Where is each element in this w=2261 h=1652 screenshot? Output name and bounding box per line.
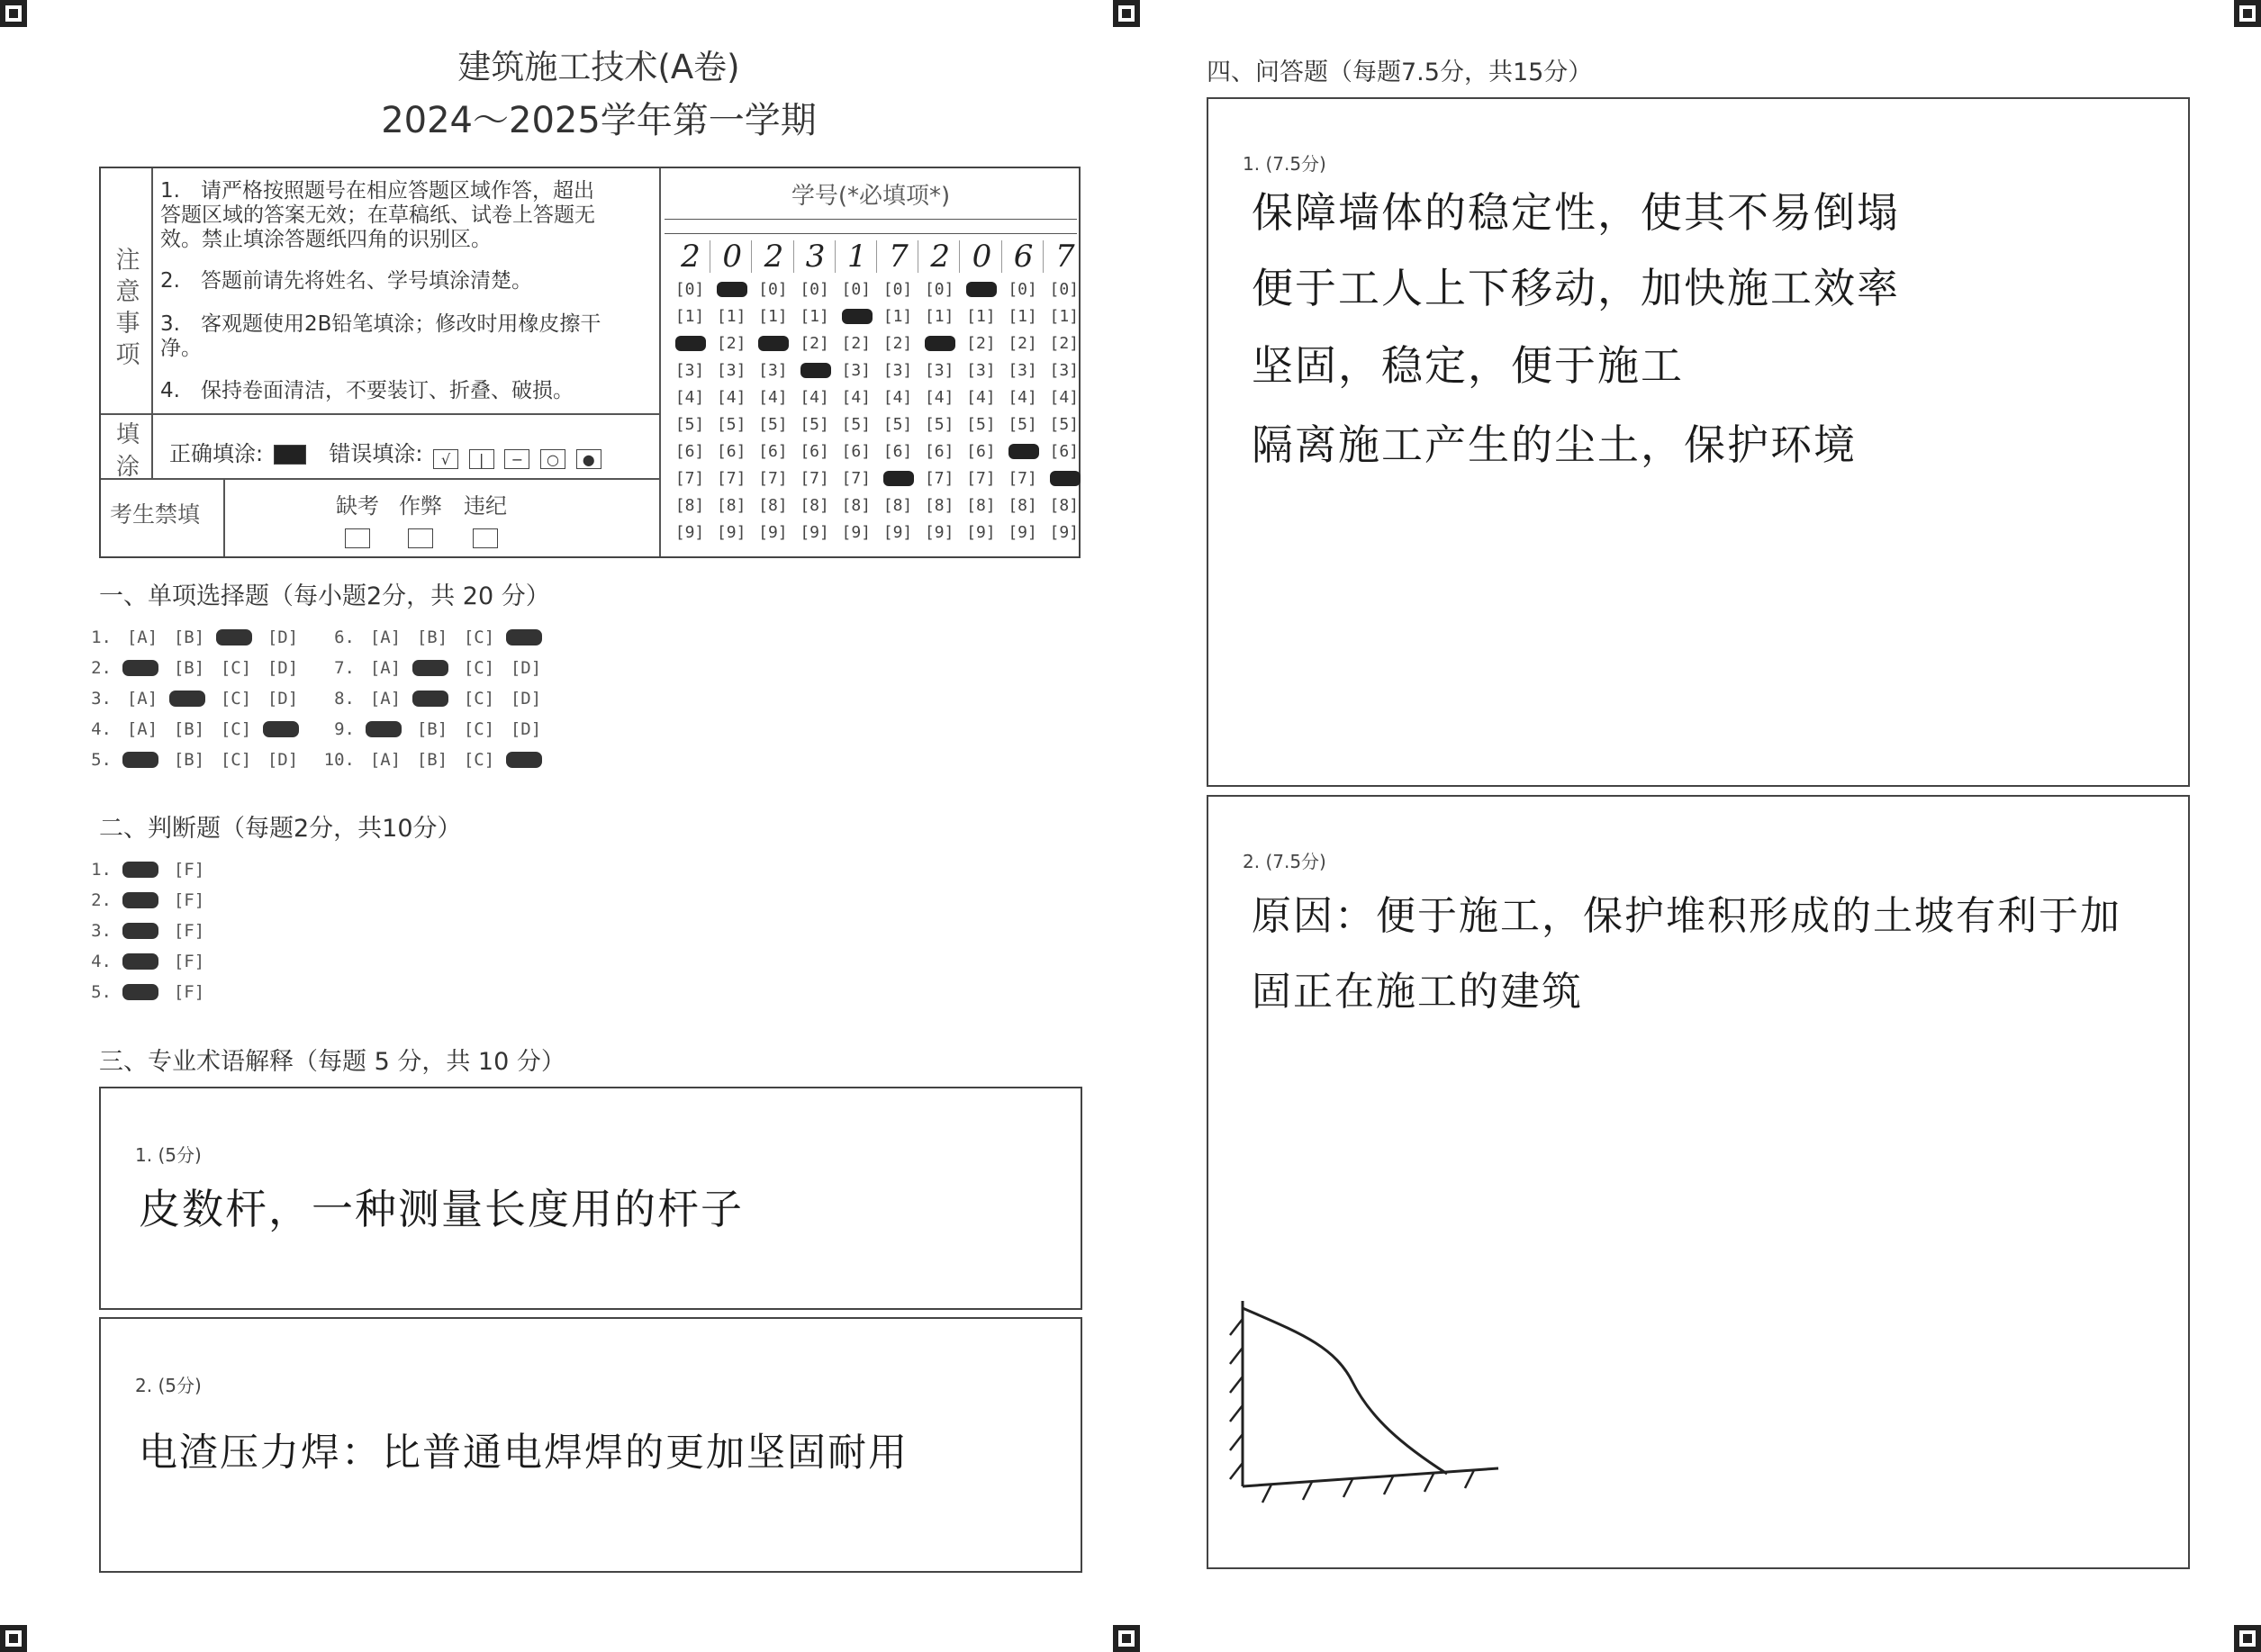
judge-option-bubble[interactable]: [119, 921, 166, 941]
choice-option-bubble[interactable]: [166, 689, 213, 709]
choice-option-bubble[interactable]: [D]: [267, 627, 299, 647]
choice-option-bubble[interactable]: [C]: [463, 658, 495, 678]
notice-item-1: 1. 请严格按照题号在相应答题区域作答，超出答题区域的答案无效；在草稿纸、试卷上答题无效。禁止填涂答题纸四角的识别区。: [160, 179, 595, 251]
student-id-bubble[interactable]: [1]: [966, 307, 996, 326]
section2-title: 二、判断题（每题2分，共10分）: [99, 815, 462, 843]
corner-marker-top-left: [0, 0, 27, 27]
student-id-digit: 2: [764, 239, 784, 275]
student-id-bubble[interactable]: [5]: [966, 415, 996, 434]
student-id-bubble[interactable]: [3]: [966, 361, 996, 380]
choice-option-bubble[interactable]: [B]: [416, 627, 448, 647]
question-number: 7.: [334, 658, 355, 678]
choice-option-bubble[interactable]: [C]: [220, 689, 252, 709]
notice-item-3: 3. 客观题使用2B铅笔填涂；修改时用橡皮擦干净。: [160, 312, 601, 360]
term-answer-1-text: 皮数杆，一种测量长度用的杆子: [139, 1185, 744, 1233]
student-id-bubble[interactable]: [1003, 442, 1043, 461]
student-id-bubble[interactable]: [6]: [800, 442, 829, 461]
student-id-bubble[interactable]: [4]: [966, 388, 996, 407]
student-id-bubble[interactable]: [9]: [758, 523, 788, 542]
student-id-bubble[interactable]: [711, 280, 751, 299]
wrong-fill-check: √: [433, 449, 458, 469]
choice-option-bubble[interactable]: [C]: [220, 658, 252, 678]
banned-heading: 考生禁填: [110, 501, 201, 528]
judge-option-bubble[interactable]: [F]: [173, 982, 205, 1002]
student-id-bubble[interactable]: [837, 307, 876, 326]
qa-answer-1-label: 1. (7.5分): [1243, 153, 1326, 175]
student-id-bubble[interactable]: [9]: [800, 523, 829, 542]
slope-sketch: [1217, 1283, 1506, 1517]
choice-option-bubble[interactable]: [B]: [416, 750, 448, 770]
choice-option-bubble[interactable]: [502, 627, 549, 647]
student-id-bubble[interactable]: [5]: [716, 415, 746, 434]
choice-question-row: [72, 750, 306, 770]
student-id-digit: 1: [846, 239, 867, 275]
student-id-bubble[interactable]: [795, 361, 835, 380]
choice-option-bubble[interactable]: [A]: [369, 627, 402, 647]
choice-option-bubble[interactable]: [B]: [173, 658, 205, 678]
student-id-digit: 6: [1013, 239, 1034, 275]
choice-question-row: [72, 658, 306, 678]
student-id-bubble[interactable]: [8]: [758, 496, 788, 515]
student-id-bubble[interactable]: [4]: [1008, 388, 1037, 407]
banned-cheating[interactable]: 作弊: [389, 488, 452, 548]
student-id-bubble[interactable]: [8]: [716, 496, 746, 515]
student-id-bubble[interactable]: [5]: [882, 415, 913, 434]
section1-title: 一、单项选择题（每小题2分，共 20 分）: [99, 582, 550, 610]
student-id-bubble[interactable]: [1]: [882, 307, 913, 326]
corner-marker-top-center: [1113, 0, 1140, 27]
student-id-bubble[interactable]: [4]: [674, 388, 705, 407]
section4-title: 四、问答题（每题7.5分，共15分）: [1207, 59, 1593, 86]
choice-option-bubble[interactable]: [B]: [173, 719, 205, 739]
student-id-bubble[interactable]: [1]: [758, 307, 788, 326]
student-id-bubble[interactable]: [670, 334, 710, 353]
qa-answer-1-line-4: 隔离施工产生的尘土，保护环境: [1252, 420, 1857, 469]
student-id-bubble[interactable]: [6]: [758, 442, 788, 461]
question-number: 1.: [91, 627, 112, 647]
student-id-bubble[interactable]: [753, 334, 792, 353]
student-id-bubble[interactable]: [0]: [924, 280, 954, 299]
student-id-bubble[interactable]: [8]: [966, 496, 996, 515]
student-id-bubble[interactable]: [2]: [716, 334, 746, 353]
question-number: 5.: [91, 750, 112, 770]
student-id-bubble[interactable]: [5]: [924, 415, 954, 434]
choice-option-bubble[interactable]: [D]: [267, 750, 299, 770]
choice-option-bubble[interactable]: [C]: [220, 750, 252, 770]
student-id-bubble[interactable]: [9]: [716, 523, 746, 542]
qa-answer-box-2[interactable]: [1207, 795, 2190, 1569]
student-id-digit: 0: [972, 239, 992, 275]
student-id-bubble[interactable]: [2]: [800, 334, 829, 353]
student-id-bubble[interactable]: [0]: [1049, 280, 1080, 299]
choice-question-row: [72, 689, 306, 709]
judge-option-bubble[interactable]: [F]: [173, 890, 205, 910]
choice-question-row: [315, 689, 549, 709]
student-id-bubble[interactable]: [9]: [841, 523, 872, 542]
choice-option-bubble[interactable]: [409, 689, 456, 709]
student-id-bubble[interactable]: [6]: [1049, 442, 1080, 461]
judge-option-bubble[interactable]: [119, 952, 166, 971]
correct-fill-sample: [274, 445, 306, 465]
choice-option-bubble[interactable]: [C]: [220, 719, 252, 739]
notice-heading: 注意事项: [115, 247, 140, 369]
section3-title: 三、专业术语解释（每题 5 分，共 10 分）: [99, 1048, 565, 1076]
corner-marker-bottom-right: [2234, 1625, 2261, 1652]
corner-marker-top-right: [2234, 0, 2261, 27]
fill-heading: 填涂: [115, 421, 140, 481]
choice-option-bubble[interactable]: [D]: [267, 658, 299, 678]
question-number: 2.: [91, 890, 112, 910]
student-id-bubble[interactable]: [2]: [882, 334, 913, 353]
student-id-digit: 7: [889, 239, 909, 275]
choice-option-bubble[interactable]: [D]: [510, 719, 542, 739]
student-id-digit: 3: [805, 239, 826, 275]
student-id-bubble[interactable]: [3]: [1008, 361, 1037, 380]
choice-option-bubble[interactable]: [C]: [463, 689, 495, 709]
student-id-bubble[interactable]: [5]: [1049, 415, 1080, 434]
student-id-bubble[interactable]: [1]: [1049, 307, 1080, 326]
student-id-bubble[interactable]: [2]: [966, 334, 996, 353]
term-answer-1-label: 1. (5分): [135, 1144, 202, 1166]
student-id-bubble[interactable]: [961, 280, 1000, 299]
student-id-bubble[interactable]: [9]: [882, 523, 913, 542]
term-answer-box-1[interactable]: [99, 1087, 1082, 1310]
choice-option-bubble[interactable]: [A]: [369, 658, 402, 678]
qa-answer-2-line-1: 原因：便于施工，保护堆积形成的土坡有利于加: [1252, 893, 2121, 939]
student-id-bubble[interactable]: [7]: [674, 469, 705, 488]
judge-question-row: [72, 952, 213, 971]
choice-option-bubble[interactable]: [119, 658, 166, 678]
student-id-bubble[interactable]: [6]: [924, 442, 954, 461]
student-id-bubble[interactable]: [6]: [882, 442, 913, 461]
student-id-bubble[interactable]: [919, 334, 959, 353]
choice-option-bubble[interactable]: [D]: [510, 658, 542, 678]
fill-legend: [169, 436, 601, 469]
choice-option-bubble[interactable]: [B]: [173, 627, 205, 647]
student-id-bubble[interactable]: [7]: [800, 469, 829, 488]
student-id-heading: 学号(*必填项*): [791, 183, 951, 210]
wrong-fill-dot: ●: [576, 449, 601, 469]
choice-option-bubble[interactable]: [213, 627, 259, 647]
qa-answer-2-label: 2. (7.5分): [1243, 851, 1326, 872]
judge-question-row: [72, 890, 213, 910]
term-answer-2-label: 2. (5分): [135, 1375, 202, 1396]
student-id-bubble[interactable]: [2]: [841, 334, 872, 353]
student-id-bubble[interactable]: [5]: [841, 415, 872, 434]
choice-option-bubble[interactable]: [A]: [126, 689, 158, 709]
choice-option-bubble[interactable]: [A]: [126, 627, 158, 647]
choice-option-bubble[interactable]: [502, 750, 549, 770]
question-number: 2.: [91, 658, 112, 678]
student-id-bubble[interactable]: [8]: [841, 496, 872, 515]
student-id-bubble[interactable]: [5]: [1008, 415, 1037, 434]
banned-violation[interactable]: 违纪: [454, 488, 517, 548]
choice-option-bubble[interactable]: [C]: [463, 750, 495, 770]
term-answer-2-text: 电渣压力焊：比普通电焊焊的更加坚固耐用: [139, 1431, 909, 1476]
student-id-bubble[interactable]: [1]: [716, 307, 746, 326]
student-id-bubble[interactable]: [4]: [800, 388, 829, 407]
student-id-bubble[interactable]: [3]: [758, 361, 788, 380]
student-id-bubble[interactable]: [9]: [1008, 523, 1037, 542]
student-id-bubble[interactable]: [8]: [1008, 496, 1037, 515]
choice-option-bubble[interactable]: [D]: [510, 689, 542, 709]
choice-option-bubble[interactable]: [A]: [126, 719, 158, 739]
student-id-bubble[interactable]: [7]: [966, 469, 996, 488]
choice-option-bubble[interactable]: [C]: [463, 719, 495, 739]
student-id-bubble[interactable]: [7]: [758, 469, 788, 488]
corner-marker-bottom-center: [1113, 1625, 1140, 1652]
question-number: 5.: [91, 982, 112, 1002]
question-number: 6.: [334, 627, 355, 647]
correct-fill-label: 正确填涂:: [169, 441, 264, 466]
student-id-digit: 2: [681, 239, 701, 275]
student-id-digit: 7: [1054, 239, 1075, 275]
student-id-bubble[interactable]: [1045, 469, 1084, 488]
notice-item-4: 4. 保持卷面清洁，不要装订、折叠、破损。: [160, 379, 574, 402]
qa-answer-1-line-2: 便于工人上下移动，加快施工效率: [1252, 264, 1900, 312]
student-id-bubble[interactable]: [7]: [1008, 469, 1037, 488]
student-id-digit: 0: [722, 239, 742, 275]
judge-option-bubble[interactable]: [F]: [173, 860, 205, 880]
choice-question-row: [72, 719, 306, 739]
choice-option-bubble[interactable]: [119, 750, 166, 770]
student-id-bubble[interactable]: [3]: [841, 361, 872, 380]
notice-item-2: 2. 答题前请先将姓名、学号填涂清楚。: [160, 269, 532, 293]
student-id-bubble[interactable]: [878, 469, 918, 488]
qa-answer-2-line-2: 固正在施工的建筑: [1252, 969, 1583, 1015]
qa-answer-1-line-1: 保障墙体的稳定性，使其不易倒塌: [1252, 188, 1900, 237]
term-answer-box-2[interactable]: [99, 1317, 1082, 1573]
wrong-fill-circle: ○: [540, 449, 565, 469]
question-number: 10.: [323, 750, 355, 770]
judge-option-bubble[interactable]: [F]: [173, 952, 205, 971]
student-id-bubble[interactable]: [8]: [674, 496, 705, 515]
judge-question-row: [72, 921, 213, 941]
choice-option-bubble[interactable]: [C]: [463, 627, 495, 647]
student-id-bubble[interactable]: [4]: [841, 388, 872, 407]
question-number: 8.: [334, 689, 355, 709]
wrong-fill-dash: −: [504, 449, 529, 469]
student-id-bubble[interactable]: [0]: [758, 280, 788, 299]
student-id-bubble[interactable]: [9]: [966, 523, 996, 542]
student-id-bubble[interactable]: [6]: [674, 442, 705, 461]
choice-option-bubble[interactable]: [409, 658, 456, 678]
student-id-bubble[interactable]: [7]: [841, 469, 872, 488]
question-number: 3.: [91, 921, 112, 941]
choice-question-row: [315, 627, 549, 647]
student-id-bubble[interactable]: [1]: [674, 307, 705, 326]
student-id-bubble[interactable]: [4]: [882, 388, 913, 407]
choice-question-row: [315, 750, 549, 770]
choice-question-row: [315, 658, 549, 678]
question-number: 4.: [91, 719, 112, 739]
student-id-bubble[interactable]: [3]: [882, 361, 913, 380]
student-id-bubble[interactable]: [5]: [758, 415, 788, 434]
student-id-bubble[interactable]: [8]: [924, 496, 954, 515]
student-id-bubble[interactable]: [9]: [924, 523, 954, 542]
judge-option-bubble[interactable]: [119, 860, 166, 880]
student-id-bubble[interactable]: [6]: [716, 442, 746, 461]
exam-term: 2024～2025学年第一学期: [381, 100, 817, 141]
student-id-bubble[interactable]: [2]: [1049, 334, 1080, 353]
student-id-bubble[interactable]: [4]: [924, 388, 954, 407]
student-id-bubble[interactable]: [2]: [1008, 334, 1037, 353]
student-id-bubble[interactable]: [1]: [924, 307, 954, 326]
judge-question-row: [72, 860, 213, 880]
student-id-bubble[interactable]: [8]: [882, 496, 913, 515]
choice-option-bubble[interactable]: [259, 719, 306, 739]
choice-option-bubble[interactable]: [B]: [416, 719, 448, 739]
student-id-bubble[interactable]: [5]: [674, 415, 705, 434]
student-id-bubble[interactable]: [7]: [924, 469, 954, 488]
question-number: 3.: [91, 689, 112, 709]
student-id-bubble[interactable]: [5]: [800, 415, 829, 434]
student-id-bubble[interactable]: [9]: [674, 523, 705, 542]
student-id-bubble[interactable]: [3]: [924, 361, 954, 380]
choice-option-bubble[interactable]: [362, 719, 409, 739]
judge-option-bubble[interactable]: [119, 982, 166, 1002]
student-id-digit: 2: [930, 239, 950, 275]
student-id-bubble[interactable]: [0]: [800, 280, 829, 299]
question-number: 1.: [91, 860, 112, 880]
student-id-bubble[interactable]: [6]: [966, 442, 996, 461]
student-id-bubble[interactable]: [3]: [1049, 361, 1080, 380]
student-id-bubble[interactable]: [0]: [674, 280, 705, 299]
student-id-bubble[interactable]: [4]: [716, 388, 746, 407]
choice-option-bubble[interactable]: [D]: [267, 689, 299, 709]
student-id-bubble[interactable]: [0]: [882, 280, 913, 299]
choice-question-row: [315, 719, 549, 739]
judge-option-bubble[interactable]: [119, 890, 166, 910]
choice-option-bubble[interactable]: [B]: [173, 750, 205, 770]
choice-option-bubble[interactable]: [A]: [369, 689, 402, 709]
exam-info-table: [99, 167, 1081, 558]
qa-answer-box-1[interactable]: [1207, 97, 2190, 787]
student-id-bubble[interactable]: [8]: [800, 496, 829, 515]
student-id-bubble[interactable]: [4]: [1049, 388, 1080, 407]
question-number: 4.: [91, 952, 112, 971]
student-id-bubble[interactable]: [9]: [1049, 523, 1080, 542]
student-id-bubble[interactable]: [3]: [674, 361, 705, 380]
student-id-bubble[interactable]: [7]: [716, 469, 746, 488]
student-id-bubble[interactable]: [6]: [841, 442, 872, 461]
student-id-bubble[interactable]: [8]: [1049, 496, 1080, 515]
qa-answer-1-line-3: 坚固，稳定，便于施工: [1252, 341, 1684, 390]
student-id-bubble[interactable]: [1]: [800, 307, 829, 326]
question-number: 9.: [334, 719, 355, 739]
exam-title: 建筑施工技术(A卷): [457, 48, 740, 86]
student-id-bubble[interactable]: [4]: [758, 388, 788, 407]
wrong-fill-label: 错误填涂:: [329, 441, 423, 466]
judge-option-bubble[interactable]: [F]: [173, 921, 205, 941]
corner-marker-bottom-left: [0, 1625, 27, 1652]
student-id-bubble[interactable]: [0]: [841, 280, 872, 299]
choice-question-row: [72, 627, 306, 647]
choice-option-bubble[interactable]: [A]: [369, 750, 402, 770]
student-id-bubble[interactable]: [3]: [716, 361, 746, 380]
banned-absent[interactable]: 缺考: [326, 488, 389, 548]
student-id-bubble[interactable]: [1]: [1008, 307, 1037, 326]
judge-question-row: [72, 982, 213, 1002]
wrong-fill-bar: |: [469, 449, 494, 469]
student-id-bubble[interactable]: [0]: [1008, 280, 1037, 299]
